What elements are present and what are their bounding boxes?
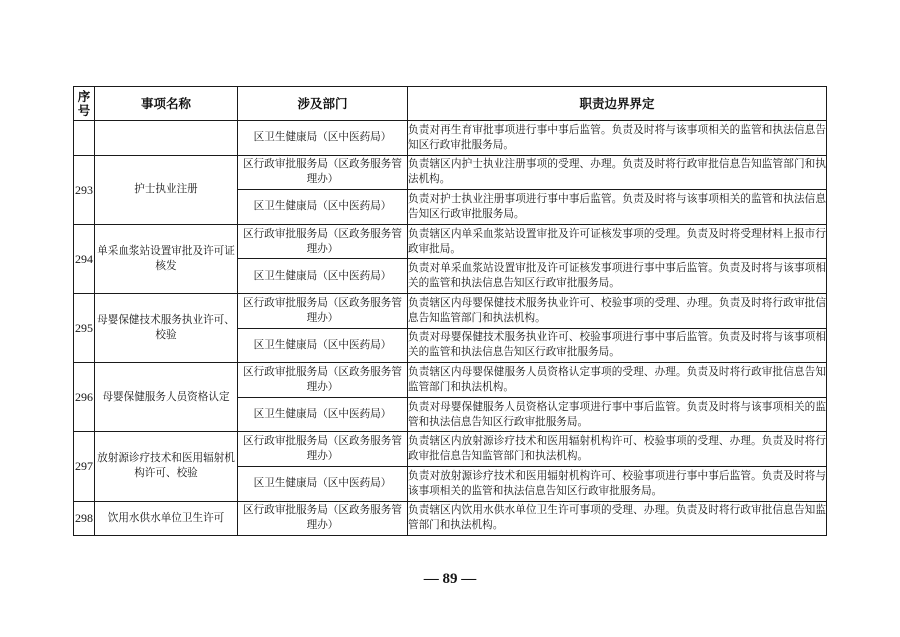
responsibility-cell: 负责对单采血浆站设置审批及许可证核发事项进行事中事后监管。负责及时将与该事项相关的监管和执法信息告知区行政审批服务局。: [408, 259, 827, 294]
serial-number-cell: 296: [74, 363, 95, 432]
department-cell: 区行政审批服务局（区政务服务管理办）: [238, 501, 408, 536]
responsibility-cell: 负责对放射源诊疗技术和医用辐射机构许可、校验事项进行事中事后监管。负责及时将与该事项相关的监管和执法信息告知区行政审批服务局。: [408, 466, 827, 501]
item-name-cell: 母婴保健技术服务执业许可、校验: [95, 293, 238, 362]
table-row: [74, 293, 827, 328]
responsibility-cell: 负责对护士执业注册事项进行事中事后监管。负责及时将与该事项相关的监管和执法信息告知区行政审批服务局。: [408, 190, 827, 225]
item-name-cell: 护士执业注册: [95, 155, 238, 224]
item-name-cell: 单采血浆站设置审批及许可证核发: [95, 224, 238, 293]
responsibility-cell: 负责辖区内母婴保健技术服务执业许可、校验事项的受理、办理。负责及时将行政审批信息告知监管部门和执法机构。: [408, 293, 827, 328]
responsibility-cell: 负责辖区内护士执业注册事项的受理、办理。负责及时将行政审批信息告知监管部门和执法机构。: [408, 155, 827, 190]
responsibility-cell: 负责辖区内放射源诊疗技术和医用辐射机构许可、校验事项的受理、办理。负责及时将行政审批信息告知监管部门和执法机构。: [408, 432, 827, 467]
table-row: [74, 224, 827, 259]
table-row: [74, 432, 827, 467]
table-row: [74, 363, 827, 398]
item-name-cell: 母婴保健服务人员资格认定: [95, 363, 238, 432]
department-cell: 区行政审批服务局（区政务服务管理办）: [238, 293, 408, 328]
department-cell: 区行政审批服务局（区政务服务管理办）: [238, 363, 408, 398]
department-cell: 区行政审批服务局（区政务服务管理办）: [238, 224, 408, 259]
department-cell: 区卫生健康局（区中医药局）: [238, 397, 408, 432]
serial-number-cell: 293: [74, 155, 95, 224]
responsibility-cell: 负责辖区内母婴保健服务人员资格认定事项的受理、办理。负责及时将行政审批信息告知监管部门和执法机构。: [408, 363, 827, 398]
department-cell: 区卫生健康局（区中医药局）: [238, 328, 408, 363]
serial-number-cell: 298: [74, 501, 95, 536]
department-cell: 区卫生健康局（区中医药局）: [238, 466, 408, 501]
responsibility-cell: 负责辖区内饮用水供水单位卫生许可事项的受理、办理。负责及时将行政审批信息告知监管部门和执法机构。: [408, 501, 827, 536]
serial-number-cell-empty: [74, 121, 95, 156]
department-cell: 区行政审批服务局（区政务服务管理办）: [238, 155, 408, 190]
header-responsibility: 职责边界界定: [408, 87, 827, 121]
department-cell: 区卫生健康局（区中医药局）: [238, 121, 408, 156]
responsibility-cell: 负责对再生育审批事项进行事中事后监管。负责及时将与该事项相关的监管和执法信息告知区行政审批服务局。: [408, 121, 827, 156]
department-cell: 区行政审批服务局（区政务服务管理办）: [238, 432, 408, 467]
header-serial-number: 序号: [74, 87, 95, 121]
item-name-cell: 放射源诊疗技术和医用辐射机构许可、校验: [95, 432, 238, 501]
header-department: 涉及部门: [238, 87, 408, 121]
page-number: — 89 —: [423, 571, 477, 587]
serial-number-cell: 294: [74, 224, 95, 293]
table-row: [74, 501, 827, 536]
responsibility-cell: 负责辖区内单采血浆站设置审批及许可证核发事项的受理。负责及时将受理材料上报市行政审批局。: [408, 224, 827, 259]
department-cell: 区卫生健康局（区中医药局）: [238, 259, 408, 294]
table-row: [74, 155, 827, 190]
table-row-continued: [74, 121, 827, 156]
serial-number-cell: 297: [74, 432, 95, 501]
table-header-row: [74, 87, 827, 121]
header-item-name: 事项名称: [95, 87, 238, 121]
responsibility-cell: 负责对母婴保健技术服务执业许可、校验事项进行事中事后监管。负责及时将与该事项相关的监管和执法信息告知区行政审批服务局。: [408, 328, 827, 363]
serial-number-cell: 295: [74, 293, 95, 362]
responsibility-cell: 负责对母婴保健服务人员资格认定事项进行事中事后监管。负责及时将与该事项相关的监管和执法信息告知区行政审批服务局。: [408, 397, 827, 432]
responsibility-boundary-table: [73, 86, 827, 536]
item-name-cell-empty: [95, 121, 238, 156]
department-cell: 区卫生健康局（区中医药局）: [238, 190, 408, 225]
item-name-cell: 饮用水供水单位卫生许可: [95, 501, 238, 536]
